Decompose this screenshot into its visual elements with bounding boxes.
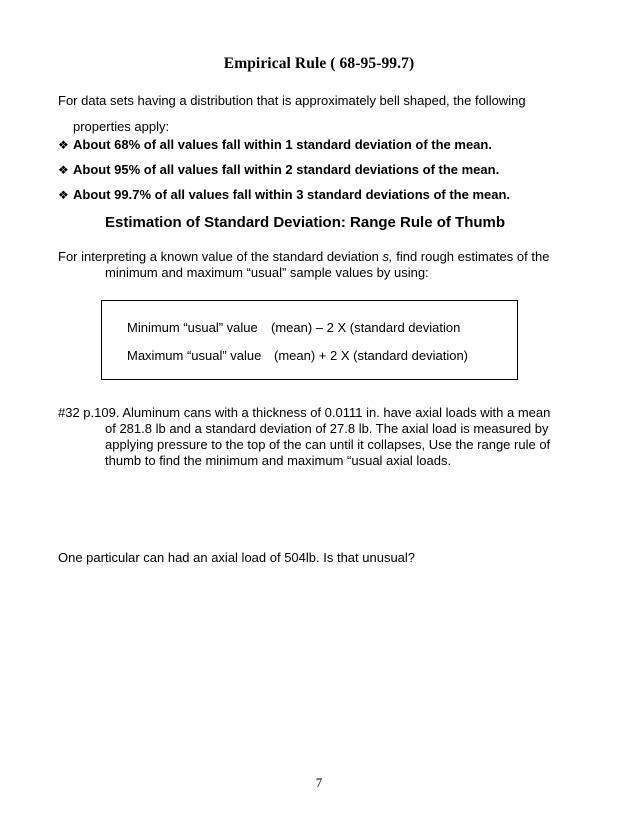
range-rule-line-1 [58,249,549,264]
max-usual-formula: (mean) + 2 X (standard deviation) [274,348,469,363]
range-rule-text-b: find rough estimates of the [392,249,550,264]
intro-line-1: For data sets having a distribution that is approximately bell shaped, the following [58,93,526,108]
problem-line-1: #32 p.109. Aluminum cans with a thickness of 0.0111 in. have axial loads with a mean [58,405,551,420]
question-text: One particular can had an axial load of 504lb. Is that unusual? [58,550,416,565]
page-title: Empirical Rule ( 68-95-99.7) [223,55,415,72]
range-rule-symbol-s: s, [382,249,393,264]
bullet-item-68 [58,136,492,154]
problem-line-2: of 281.8 lb and a standard deviation of 27.8 lb. The axial load is measured by [105,421,549,436]
bullet-text: About 95% of all values fall within 2 standard deviations of the mean. [73,162,500,177]
range-rule-line-2: minimum and maximum “usual” sample values by using: [105,265,429,280]
diamond-bullet-icon: ❖ [58,163,69,177]
min-usual-label: Minimum “usual” value [127,320,258,335]
problem-line-3: applying pressure to the top of the can until it collapses, Use the range rule of [105,437,551,452]
formula-box [101,300,518,380]
problem-line-4: thumb to find the minimum and maximum “usual axial loads. [105,453,452,468]
bullet-item-99-7 [58,186,510,204]
bullet-item-95 [58,161,499,179]
page-number: 7 [315,775,323,790]
max-usual-label: Maximum “usual” value [127,348,262,363]
bullet-text: About 99.7% of all values fall within 3 standard deviations of the mean. [73,187,511,202]
section-heading: Estimation of Standard Deviation: Range Rule of Thumb [105,214,506,231]
bullet-text: About 68% of all values fall within 1 standard deviation of the mean. [73,137,492,152]
diamond-bullet-icon: ❖ [58,188,69,202]
intro-line-2: properties apply: [73,119,170,134]
range-rule-text-a: For interpreting a known value of the standard deviation [58,249,383,264]
diamond-bullet-icon: ❖ [58,138,69,152]
min-usual-formula: (mean) – 2 X (standard deviation [271,320,461,335]
